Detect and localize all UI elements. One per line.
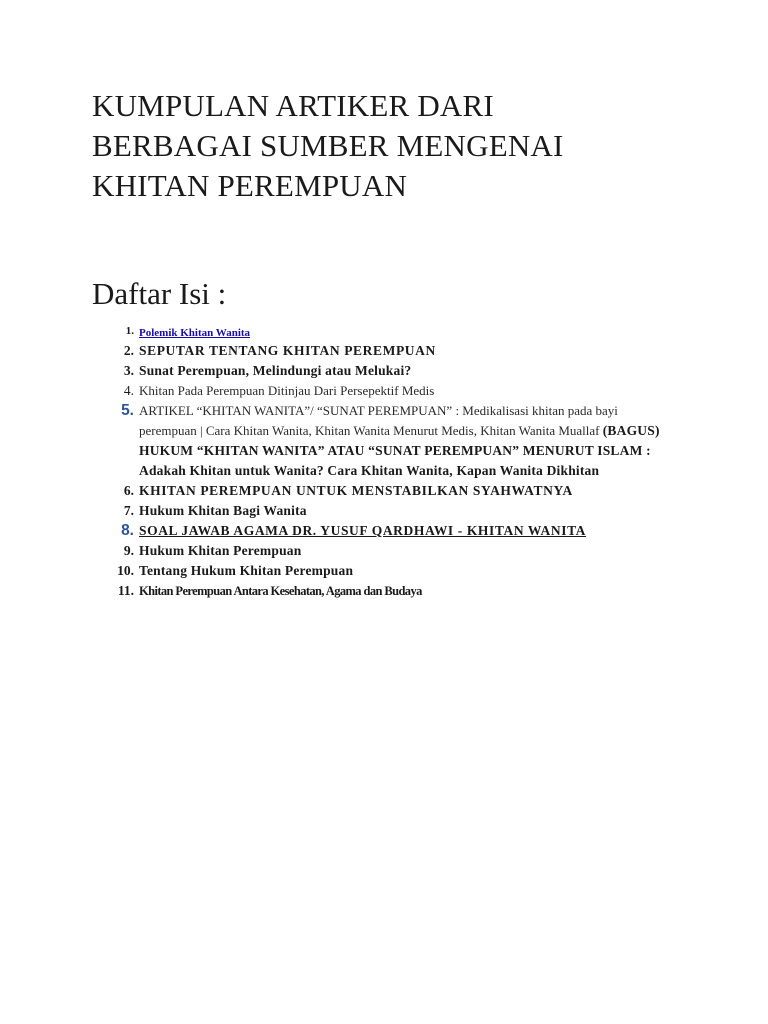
toc-item-6	[0, 481, 768, 501]
toc-link-polemik-khitan-wanita[interactable]: Polemik Khitan Wanita	[139, 327, 251, 339]
toc-item-text-bold: (BAGUS) HUKUM “KHITAN WANITA” ATAU “SUNAT PEREMPUAN” MENURUT ISLAM : Adakah Khitan untuk Wanita? Cara Khitan Wanita, Kapan Wanita Dikhitan	[139, 423, 660, 478]
toc-item-number: 3.	[123, 363, 134, 378]
toc-item-5	[0, 401, 768, 481]
toc-item-text: Hukum Khitan Bagi Wanita	[139, 503, 307, 518]
toc-item-text: Hukum Khitan Perempuan	[139, 543, 302, 558]
toc-item-number: 8.	[121, 522, 134, 539]
toc-heading: Daftar Isi :	[92, 276, 227, 311]
toc-item-number: 6.	[123, 483, 134, 498]
toc-item-7	[0, 501, 768, 521]
document-title	[92, 86, 712, 206]
toc-item-number: 11.	[117, 583, 134, 598]
toc-item-text: Khitan Perempuan Antara Kesehatan, Agama dan Budaya	[139, 584, 422, 598]
toc-item-8	[0, 521, 768, 541]
toc-item-number: 5.	[121, 402, 134, 419]
document-title-line-3: KHITAN PEREMPUAN	[92, 168, 408, 203]
document-title-line-1: KUMPULAN ARTIKER DARI	[92, 88, 494, 123]
toc-item-text: Sunat Perempuan, Melindungi atau Melukai?	[139, 363, 412, 378]
toc-item-text: Khitan Pada Perempuan Ditinjau Dari Persepektif Medis	[139, 383, 435, 398]
toc-item-number: 1.	[125, 325, 134, 337]
toc-item-4	[0, 381, 768, 401]
table-of-contents	[0, 322, 768, 601]
toc-item-number: 4.	[123, 383, 134, 398]
document-title-line-2: BERBAGAI SUMBER MENGENAI	[92, 128, 564, 163]
toc-item-9	[0, 541, 768, 561]
toc-item-2	[0, 341, 768, 361]
toc-item-number: 10.	[117, 563, 134, 578]
toc-item-text: KHITAN PEREMPUAN UNTUK MENSTABILKAN SYAHWATNYA	[139, 483, 573, 498]
toc-item-text: SEPUTAR TENTANG KHITAN PEREMPUAN	[139, 343, 436, 358]
toc-item-11	[0, 581, 768, 601]
toc-item-text-light: ARTIKEL “KHITAN WANITA”/ “SUNAT PEREMPUAN” : Medikalisasi khitan pada bayi perempuan | Cara Khitan Wanita, Khitan Wanita Menurut Medis, Khitan Wanita Muallaf	[139, 403, 618, 438]
toc-item-number: 2.	[123, 343, 134, 358]
toc-item-text: Tentang Hukum Khitan Perempuan	[139, 563, 354, 578]
toc-item-number: 7.	[123, 503, 134, 518]
toc-item-1	[0, 322, 768, 341]
toc-item-3	[0, 361, 768, 381]
toc-item-10	[0, 561, 768, 581]
toc-item-text: SOAL JAWAB AGAMA DR. YUSUF QARDHAWI - KHITAN WANITA	[139, 523, 587, 538]
toc-item-number: 9.	[123, 543, 134, 558]
